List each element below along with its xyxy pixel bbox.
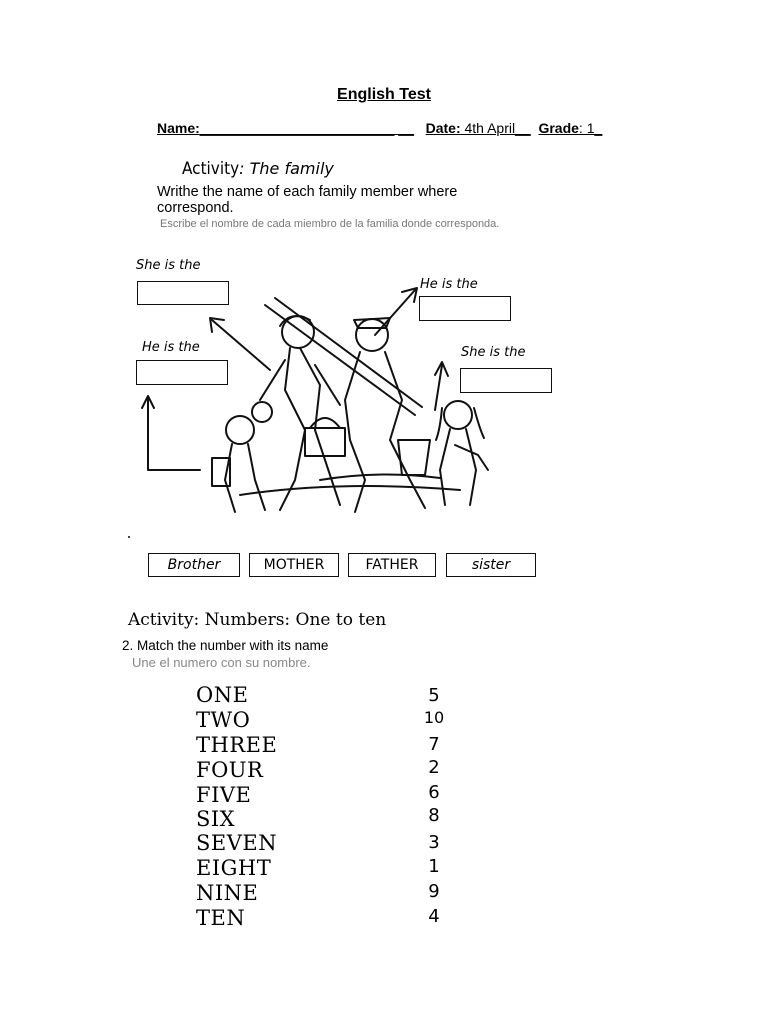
- grade-value: : 1_: [578, 120, 603, 136]
- caption-mid-left: He is the: [142, 340, 200, 355]
- activity2-heading: [128, 610, 386, 630]
- activity1-instruction-es: Escribe el nombre de cada miembro de la familia donde corresponda.: [160, 218, 500, 230]
- numeral-3: 7: [428, 734, 440, 755]
- number-word-6: SIX: [196, 807, 236, 831]
- number-word-5: FIVE: [196, 783, 252, 807]
- header-info-line: [157, 120, 602, 136]
- numeral-9: 9: [428, 881, 440, 902]
- name-blank: _________________________ __: [199, 120, 414, 136]
- number-word-1: ONE: [196, 683, 249, 707]
- numeral-8: 1: [428, 856, 440, 877]
- number-word-9: NINE: [196, 881, 259, 905]
- numeral-1: 5: [428, 685, 440, 706]
- grade-label: Grade: [538, 120, 579, 136]
- name-label: Name:: [157, 120, 200, 136]
- activity1-word: Activity: [182, 159, 240, 179]
- caption-top-left: She is the: [136, 258, 201, 273]
- numeral-5: 6: [428, 782, 440, 803]
- activity1-heading: [182, 159, 334, 179]
- numeral-4: 2: [428, 757, 440, 778]
- number-word-3: THREE: [196, 733, 278, 757]
- stray-mark: [128, 536, 130, 538]
- caption-mid-right: She is the: [461, 345, 526, 360]
- number-word-10: TEN: [196, 906, 246, 930]
- word-bank-father: FATHER: [348, 553, 436, 577]
- numeral-6: 8: [428, 805, 440, 826]
- caption-top-right: He is the: [420, 277, 478, 292]
- activity2-topic: : Numbers: One to ten: [193, 610, 387, 630]
- date-label: Date:: [425, 120, 461, 136]
- page-title: English Test: [337, 86, 431, 103]
- numeral-10: 4: [428, 906, 440, 927]
- family-illustration: [140, 280, 540, 530]
- number-word-7: SEVEN: [196, 831, 278, 855]
- number-word-4: FOUR: [196, 758, 264, 782]
- activity1-topic: : The family: [239, 159, 334, 178]
- activity2-instruction: 2. Match the number with its name: [122, 638, 329, 653]
- number-word-2: TWO: [196, 708, 251, 732]
- date-value: 4th April__: [460, 120, 531, 136]
- word-bank-sister: sister: [446, 553, 536, 577]
- word-bank-brother: Brother: [148, 553, 240, 577]
- word-bank-mother: MOTHER: [249, 553, 339, 577]
- numeral-7: 3: [428, 832, 440, 853]
- numeral-2: 10: [423, 708, 445, 727]
- activity2-word: Activity: [128, 610, 194, 630]
- number-word-8: EIGHT: [196, 856, 272, 880]
- activity2-instruction-es: Une el numero con su nombre.: [132, 655, 311, 670]
- activity1-instruction: Writhe the name of each family member where correspond.: [157, 184, 458, 216]
